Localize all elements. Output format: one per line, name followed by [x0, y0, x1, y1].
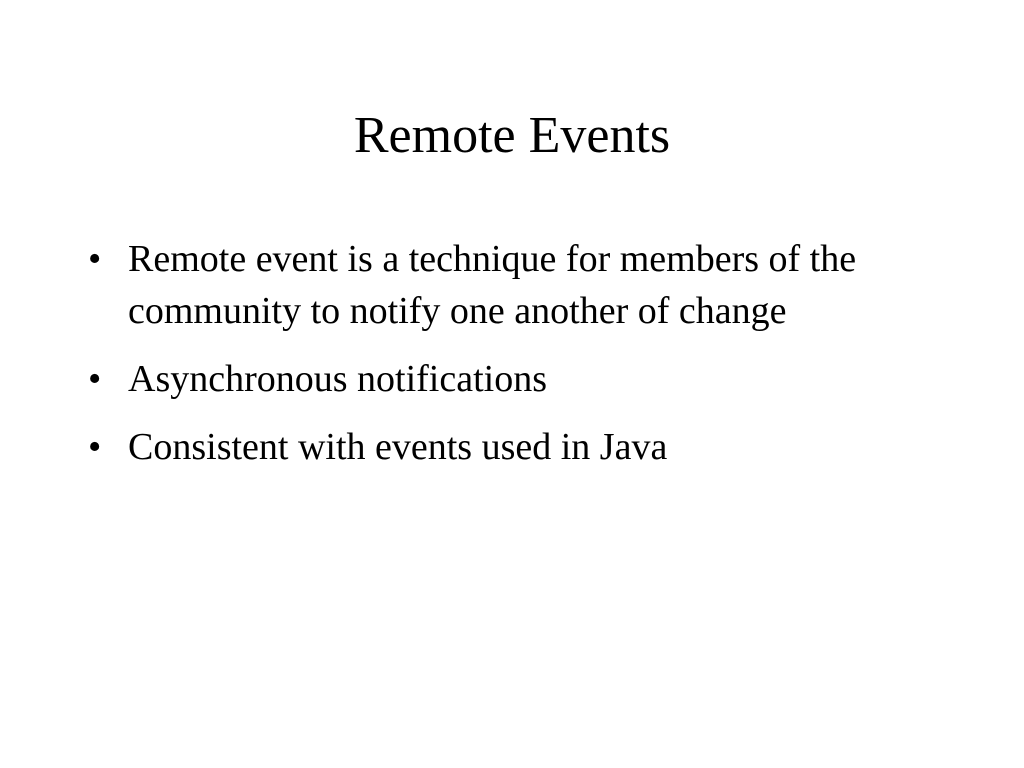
bullet-icon: •: [88, 238, 102, 280]
slide-title: Remote Events: [353, 107, 671, 164]
bullet-list: [86, 233, 956, 489]
bullet-item: [86, 233, 956, 337]
bullet-item: [86, 353, 956, 405]
bullet-text: Consistent with events used in Java: [128, 426, 668, 468]
bullet-item: [86, 421, 956, 473]
bullet-text: Asynchronous notifications: [128, 358, 548, 400]
bullet-text: Remote event is a technique for members of the community to notify one another of change: [128, 238, 857, 332]
bullet-icon: •: [88, 426, 102, 468]
bullet-icon: •: [88, 358, 102, 400]
